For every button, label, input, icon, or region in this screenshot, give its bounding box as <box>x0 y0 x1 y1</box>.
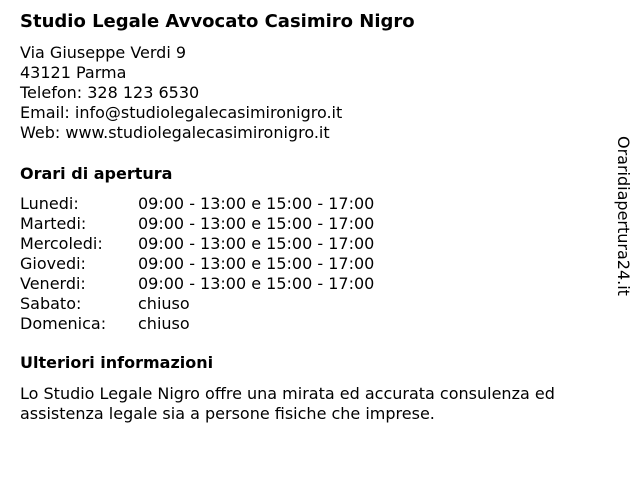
time-range: chiuso <box>138 294 190 313</box>
day-label: Sabato: <box>20 294 82 313</box>
site-watermark: Oraridiapertura24.it <box>614 136 633 296</box>
website-address: Web: www.studiolegalecasimironigro.it <box>20 123 330 142</box>
opening-hours-heading: Orari di apertura <box>20 164 173 183</box>
phone-number: Telefon: 328 123 6530 <box>20 83 200 102</box>
city-postcode: 43121 Parma <box>20 63 127 82</box>
business-title: Studio Legale Avvocato Casimiro Nigro <box>20 11 415 32</box>
time-range: 09:00 - 13:00 e 15:00 - 17:00 <box>138 274 375 293</box>
day-label: Lunedi: <box>20 194 79 213</box>
time-range: 09:00 - 13:00 e 15:00 - 17:00 <box>138 214 375 233</box>
day-label: Domenica: <box>20 314 107 333</box>
day-label: Mercoledi: <box>20 234 103 253</box>
more-info-heading: Ulteriori informazioni <box>20 353 214 372</box>
time-range: chiuso <box>138 314 190 333</box>
day-label: Martedi: <box>20 214 87 233</box>
street-address: Via Giuseppe Verdi 9 <box>20 43 187 62</box>
time-range: 09:00 - 13:00 e 15:00 - 17:00 <box>138 194 375 213</box>
day-label: Venerdi: <box>20 274 86 293</box>
email-address: Email: info@studiolegalecasimironigro.it <box>20 103 343 122</box>
day-label: Giovedi: <box>20 254 86 273</box>
time-range: 09:00 - 13:00 e 15:00 - 17:00 <box>138 234 375 253</box>
contact-details <box>20 43 342 143</box>
time-range: 09:00 - 13:00 e 15:00 - 17:00 <box>138 254 375 273</box>
more-info-text: Lo Studio Legale Nigro offre una mirata ed accurata consulenza ed assistenza legale sia a persone fisiche che imprese. <box>20 384 555 423</box>
